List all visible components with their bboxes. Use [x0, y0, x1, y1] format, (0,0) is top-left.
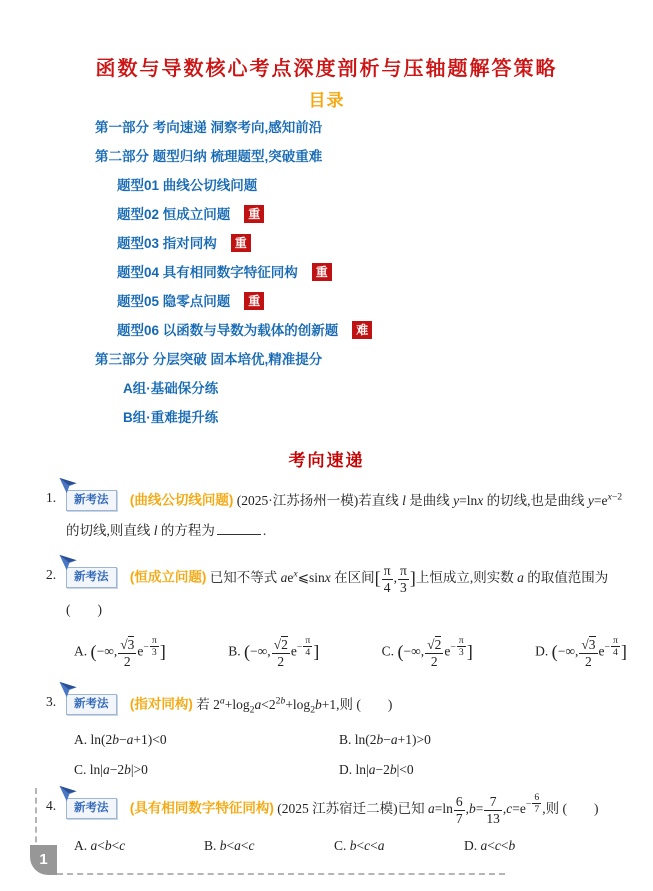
question-tag: (恒成立问题) — [129, 569, 207, 585]
toc-item-type06 — [95, 321, 623, 341]
question-4 — [46, 790, 627, 858]
options-grid — [66, 727, 627, 783]
question-number: 2. — [46, 567, 57, 582]
option-a: A. ln(2b−a+1)<0 — [74, 732, 167, 748]
question-body — [66, 482, 627, 546]
question-text: (2025·江苏扬州一模)若直线 l 是曲线 y=lnx 的切线,也是曲线 $y=e^{x-2}$ 的切线,则直线 l 的方程为 . — [66, 491, 623, 538]
toc-label: 题型04 具有相同数字特征同构 — [117, 265, 298, 280]
question-tag: (指对同构) — [129, 696, 193, 712]
question-tag: (具有相同数字特征同构) — [129, 800, 274, 816]
toc-label: 第二部分 题型归纳 梳理题型,突破重难 — [95, 149, 323, 164]
importance-badge: 重 — [244, 292, 264, 310]
importance-badge: 重 — [231, 234, 251, 252]
toc-label: B组·重难提升练 — [123, 410, 219, 425]
option-c: C. ln|a−2b|>0 — [74, 762, 148, 778]
question-text: 已知不等式 $ae^x⩽\sin x$ 在区间[ $\frac{\pi}{4}$ , $\frac{\pi}{3}$ ]上恒成立,则实数 a 的取值范围为 ( ) — [66, 563, 609, 618]
question-text: 若 $2^a+\log_2a<2^{2b}+\log_2b+1$,则 ( ) — [196, 695, 393, 716]
pen-icon — [58, 477, 79, 495]
option-c: C. b<c<a — [334, 838, 385, 854]
option-b: B. b<a<c — [204, 838, 255, 854]
question-1 — [46, 482, 627, 546]
pen-icon — [58, 785, 79, 803]
toc-label: 题型06 以函数与导数为载体的创新题 — [117, 323, 339, 338]
option-a: A. (−∞, $\frac{√3}{2}$ $e^{- \frac{\pi}{3}}$ ] — [74, 635, 166, 669]
toc-item-type02 — [95, 205, 623, 225]
new-method-label: 新考法 — [74, 801, 109, 814]
table-of-contents — [95, 118, 623, 437]
new-method-badge — [66, 694, 117, 715]
question-body — [66, 790, 627, 826]
option-c: C. (−∞, $\frac{√2}{2}$ $e^{- \frac{\pi}{3}}$ ] — [381, 635, 473, 669]
toc-item-part2 — [95, 147, 623, 167]
toc-label: 题型02 恒成立问题 — [117, 207, 231, 222]
options-row — [66, 629, 627, 671]
toc-item-type05 — [95, 292, 623, 312]
option-d: D. (−∞, $\frac{√3}{2}$ $e^{- \frac{\pi}{4}}$ ] — [535, 635, 627, 669]
question-body — [66, 686, 627, 725]
importance-badge: 重 — [244, 205, 264, 223]
question-tag: (曲线公切线问题) — [129, 492, 234, 508]
toc-label: A组·基础保分练 — [123, 381, 219, 396]
option-b: B. ln(2b−a+1)>0 — [339, 732, 431, 748]
toc-item-group-a — [95, 379, 623, 399]
difficulty-badge: 难 — [352, 321, 372, 339]
document-title: 函数与导数核心考点深度剖析与压轴题解答策略 — [95, 58, 558, 80]
question-number: 1. — [46, 490, 57, 505]
option-a: A. a<b<c — [74, 838, 126, 854]
option-d: D. ln|a−2b|<0 — [339, 762, 414, 778]
toc-item-type03 — [95, 234, 623, 254]
new-method-label: 新考法 — [74, 493, 109, 506]
new-method-label: 新考法 — [74, 697, 109, 710]
question-number: 4. — [46, 798, 57, 813]
option-d: D. a<c<b — [464, 838, 516, 854]
importance-badge: 重 — [312, 263, 332, 281]
page-cut-vertical-dash — [35, 788, 37, 852]
pen-icon — [58, 554, 79, 572]
question-3 — [46, 686, 627, 783]
section-heading: 考向速递 — [288, 451, 365, 470]
toc-label: 第一部分 考向速递 洞察考向,感知前沿 — [95, 120, 323, 135]
new-method-label: 新考法 — [74, 570, 109, 583]
new-method-badge — [66, 798, 117, 819]
toc-label: 题型03 指对同构 — [117, 236, 217, 251]
question-2 — [46, 559, 627, 671]
toc-item-part1 — [95, 118, 623, 138]
question-number: 3. — [46, 694, 57, 709]
toc-item-type01 — [95, 176, 623, 196]
toc-item-part3 — [95, 350, 623, 370]
question-text: (2025 江苏宿迁二模)已知 a=ln $\frac{6}{7}$ ,b= $\frac{7}{13}$ $,c=e^{- \frac{6}{7}}$ ,则 ( ) — [277, 792, 599, 826]
toc-item-type04 — [95, 263, 623, 283]
page-number-badge: 1 — [30, 845, 57, 875]
question-body — [66, 559, 627, 625]
toc-label: 题型01 曲线公切线问题 — [117, 178, 258, 193]
pen-icon — [58, 681, 79, 699]
toc-item-group-b — [95, 408, 623, 428]
toc-label: 第三部分 分层突破 固本培优,精准提分 — [95, 352, 323, 367]
page-cut-horizontal-dash — [57, 873, 505, 875]
toc-heading: 目录 — [308, 91, 345, 110]
options-row — [66, 834, 627, 858]
new-method-badge — [66, 490, 117, 511]
option-b: B. (−∞, $\frac{√2}{2}$ $e^{- \frac{\pi}{4}}$ ] — [228, 635, 320, 669]
toc-label: 题型05 隐零点问题 — [117, 294, 231, 309]
new-method-badge — [66, 567, 117, 588]
